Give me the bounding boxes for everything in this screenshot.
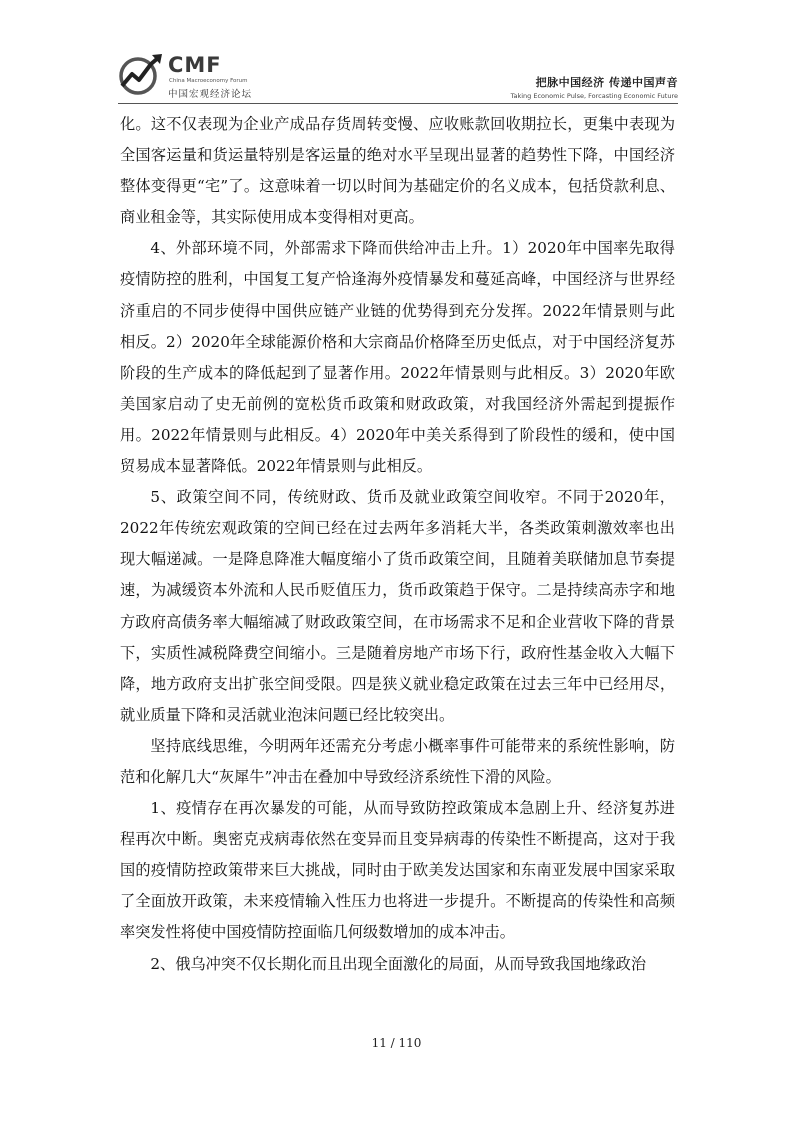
document-body: [120, 109, 675, 980]
slogan-en: Taking Economic Pulse, Forcasting Economic Future: [510, 92, 678, 100]
cmf-logo-icon: [118, 52, 166, 96]
logo-text: CMF: [168, 53, 222, 77]
page-number: 11 / 110: [371, 1036, 422, 1050]
header-slogan: [511, 74, 678, 100]
paragraph: 1、疫情存在再次暴发的可能，从而导致防控政策成本急剧上升、经济复苏进程再次中断。奥密克戎病毒依然在变异而且变异病毒的传染性不断提高，这对于我国的疫情防控政策带来巨大挑战，同时由于欧美发达国家和东南亚发展中国家采取了全面放开政策，未来疫情输入性压力也将进一步提升。不断提高的传染性和高频率突发性将使中国疫情防控面临几何级数增加的成本冲击。: [120, 799, 675, 942]
paragraph: 5、政策空间不同，传统财政、货币及就业政策空间收窄。不同于2020年，2022年传统宏观政策的空间已经在过去两年多消耗大半，各类政策刺激效率也出现大幅递减。一是降息降准大幅度缩小了货币政策空间，且随着美联储加息节奏提速，为减缓资本外流和人民币贬值压力，货币政策趋于保守。二是持续高赤字和地方政府高债务率大幅缩减了财政政策空间，在市场需求不足和企业营收下降的背景下，实质性减税降费空间缩小。三是随着房地产市场下行，政府性基金收入大幅下降，地方政府支出扩张空间受限。四是狭义就业稳定政策在过去三年中已经用尽，就业质量下降和灵活就业泡沫问题已经比较突出。: [120, 488, 675, 724]
page-header: [118, 50, 678, 106]
paragraph: 化。这不仅表现为企业产成品存货周转变慢、应收账款回收期拉长，更集中表现为全国客运量和货运量特别是客运量的绝对水平呈现出显著的趋势性下降，中国经济整体变得更“宅”了。这意味着一切以时间为基础定价的名义成本，包括贷款利息、商业租金等，其实际使用成本变得相对更高。: [120, 115, 675, 227]
logo-subtitle-en: China Macroeconomy Forum: [169, 78, 248, 84]
logo-subtitle-cn: 中国宏观经济论坛: [168, 89, 253, 100]
cmf-logo: [118, 50, 288, 100]
paragraph: 坚持底线思维，今明两年还需充分考虑小概率事件可能带来的系统性影响，防范和化解几大“灰犀牛”冲击在叠加中导致经济系统性下滑的风险。: [120, 736, 675, 786]
slogan-cn: 把脉中国经济 传递中国声音: [535, 76, 678, 89]
header-divider: [118, 103, 678, 104]
paragraph: 2、俄乌冲突不仅长期化而且出现全面激化的局面，从而导致我国地缘政治: [150, 954, 647, 973]
paragraph: 4、外部环境不同，外部需求下降而供给冲击上升。1）2020年中国率先取得疫情防控的胜利，中国复工复产恰逢海外疫情暴发和蔓延高峰，中国经济与世界经济重启的不同步使得中国供应链产业链的优势得到充分发挥。2022年情景则与此相反。2）2020年全球能源价格和大宗商品价格降至历史低点，对于中国经济复苏阶段的生产成本的降低起到了显著作用。2022年情景则与此相反。3）2020年欧美国家启动了史无前例的宽松货币政策和财政政策，对我国经济外需起到提振作用。2022年情景则与此相反。4）2020年中美关系得到了阶段性的缓和，使中国贸易成本显著降低。2022年情景则与此相反。: [120, 239, 675, 476]
